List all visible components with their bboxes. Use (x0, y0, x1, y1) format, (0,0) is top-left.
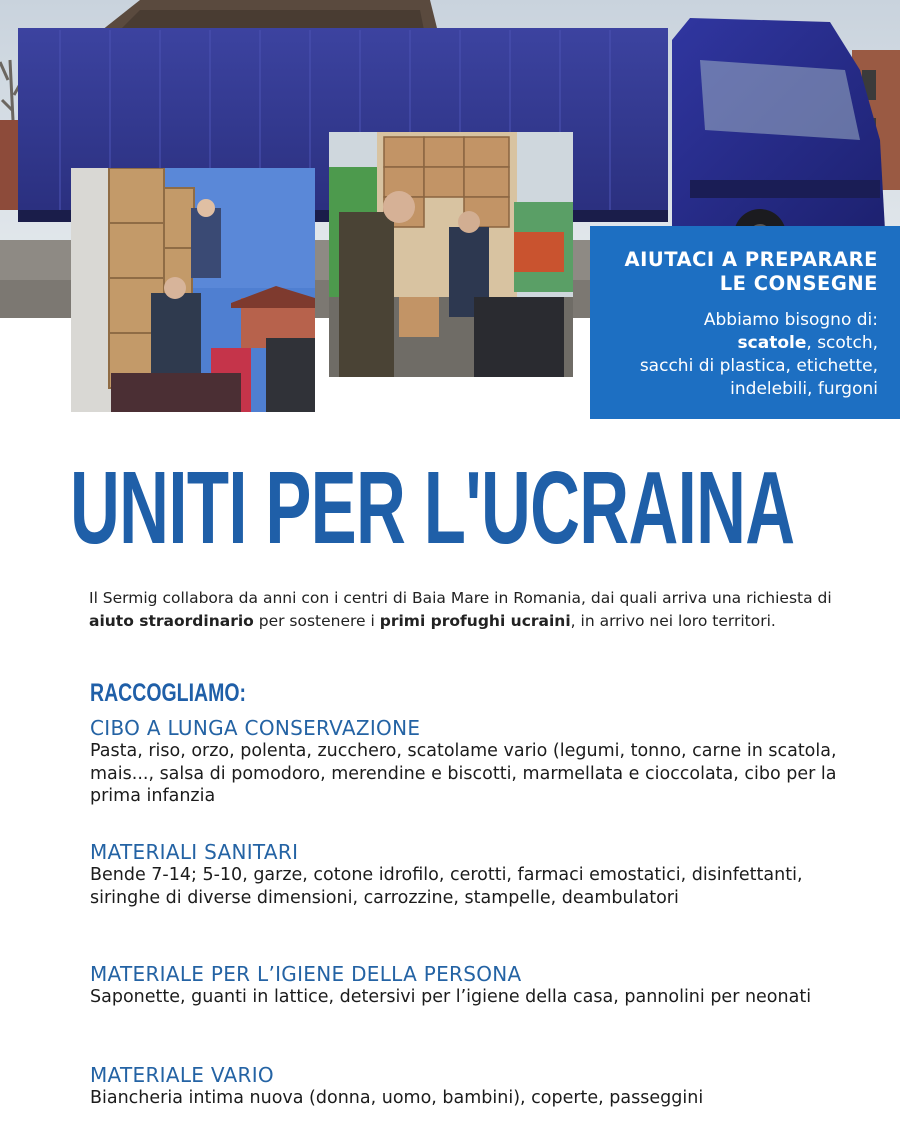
category-title: CIBO A LUNGA CONSERVAZIONE (90, 716, 421, 740)
category-misc (90, 1063, 860, 1110)
intro-bold-1: aiuto straordinario (89, 611, 254, 630)
category-description: Saponette, guanti in lattice, detersivi per l’igiene della casa, pannolini per neonati (90, 987, 812, 1007)
volunteers-stacking-boxes-photo (71, 168, 315, 412)
category-medical (90, 840, 860, 909)
main-title: UNITI PER L'UCRAINA (70, 450, 795, 565)
category-title: MATERIALE PER L’IGIENE DELLA PERSONA (90, 962, 522, 986)
category-description: Pasta, riso, orzo, polenta, zucchero, scatolame vario (legumi, tonno, carne in scatola, mais..., salsa di pomodoro, merendine e biscotti, marmellata e cioccolata, cibo per la prima infanzia (90, 741, 837, 806)
intro-part-3: , in arrivo nei loro territori. (570, 611, 776, 630)
category-description: Bende 7-14; 5-10, garze, cotone idrofilo, cerotti, farmaci emostatici, disinfettanti, siringhe di diverse dimensioni, carrozzine, stampelle, deambulatori (90, 865, 803, 908)
cta-needs-list (600, 309, 878, 401)
cta-need-line-3: sacchi di plastica, etichette, (639, 356, 878, 376)
category-food (90, 716, 860, 808)
collect-heading: RACCOGLIAMO: (90, 679, 246, 707)
intro-part-1: Il Sermig collabora da anni con i centri di Baia Mare in Romania, dai quali arriva una richiesta di (89, 588, 832, 607)
cta-need-line-2 (600, 332, 878, 355)
cta-title-line-2: LE CONSEGNE (719, 272, 878, 295)
cta-need-intro: Abbiamo bisogno di: (703, 310, 878, 330)
category-title: MATERIALE VARIO (90, 1063, 274, 1087)
cta-need-line-2-rest: , scotch, (806, 333, 878, 353)
cta-need-line-4: indelebili, furgoni (730, 379, 878, 399)
cta-title (600, 248, 878, 296)
intro-bold-2: primi profughi ucraini (379, 611, 571, 630)
cta-title-line-1: AIUTACI A PREPARARE (624, 248, 878, 271)
intro-paragraph (89, 587, 849, 633)
call-to-action-panel (590, 226, 900, 419)
cta-need-bold: scatole (737, 333, 807, 353)
intro-part-2: per sostenere i (253, 611, 380, 630)
category-hygiene (90, 962, 860, 1009)
category-description: Biancheria intima nuova (donna, uomo, bambini), coperte, passeggini (90, 1088, 704, 1108)
category-title: MATERIALI SANITARI (90, 840, 299, 864)
loading-truck-photo (329, 132, 573, 377)
